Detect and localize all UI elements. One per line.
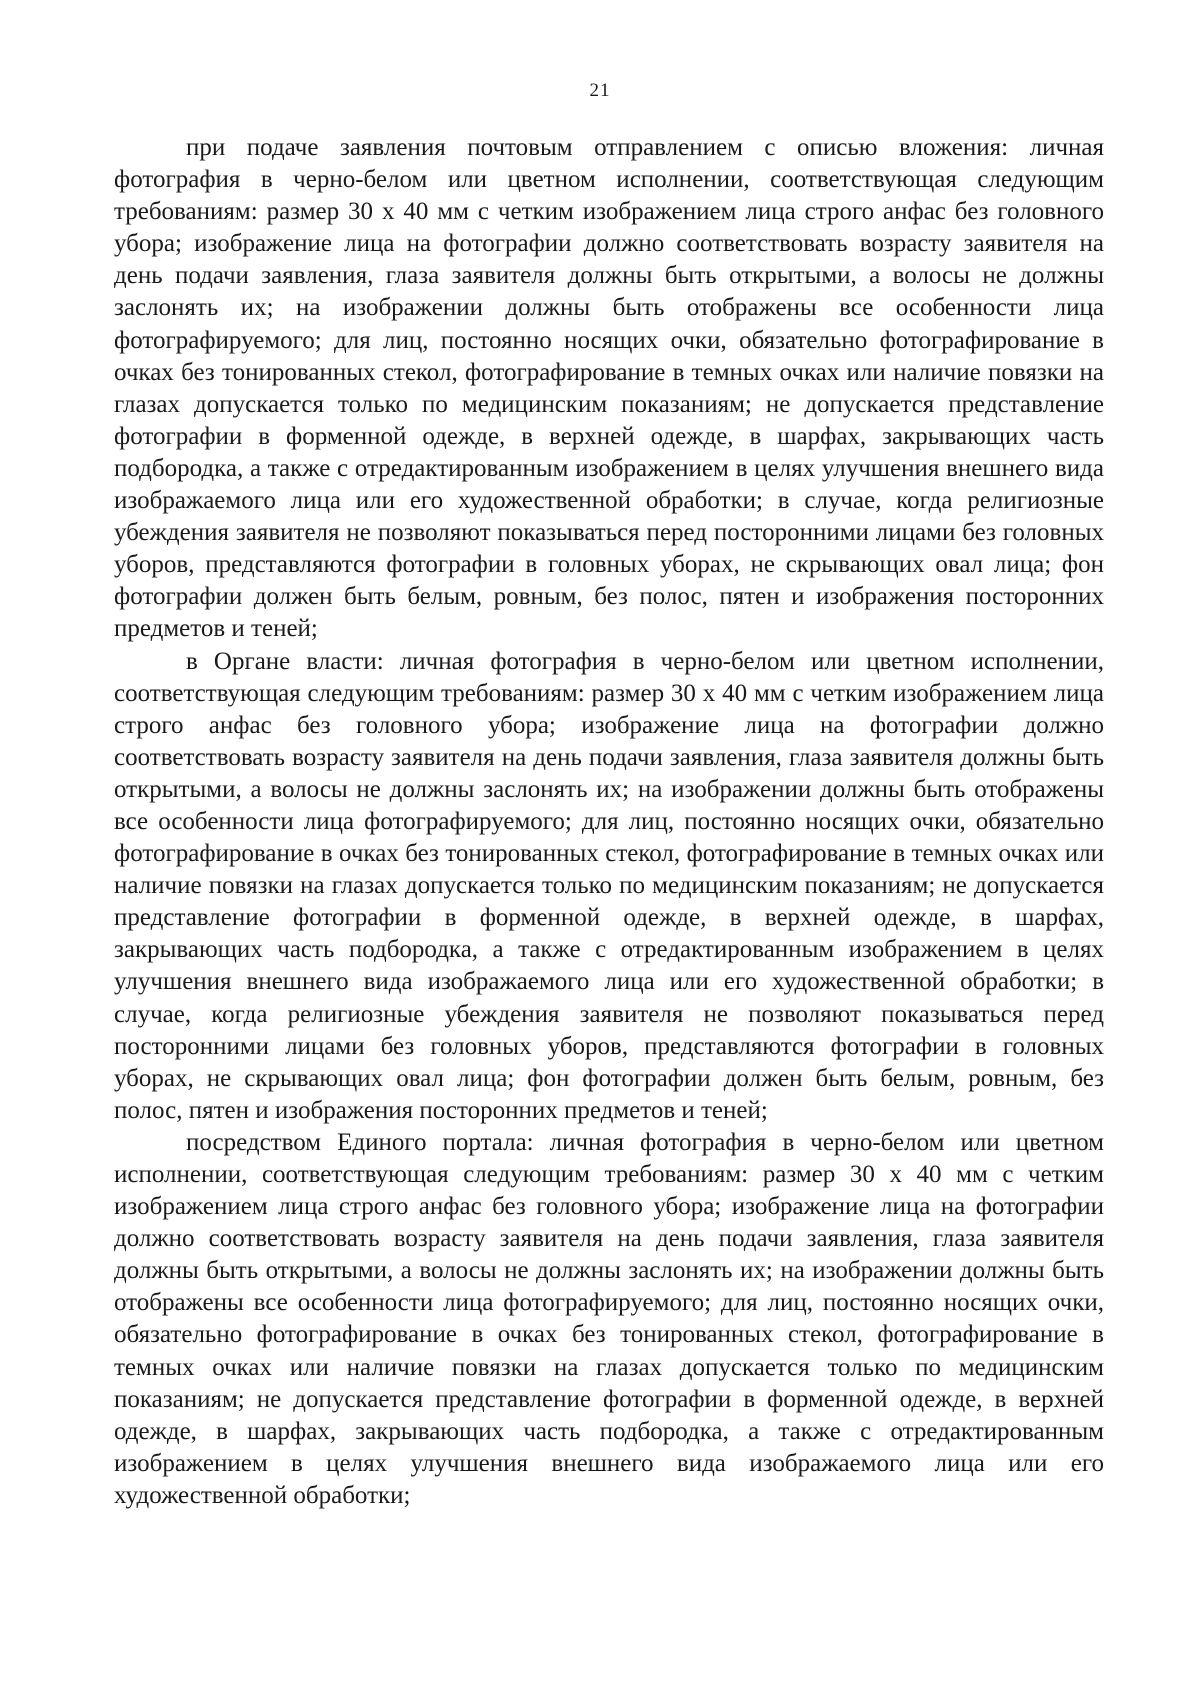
- paragraph-postal-submission: при подаче заявления почтовым отправлением с описью вложения: личная фотография в черно-белом или цветном исполнении, соответствующая следующим требованиям: размер 30 х 40 мм с четким изображением лица строго анфас без головного убора; изображение лица на фотографии должно соответствовать возрасту заявителя на день подачи заявления, глаза заявителя должны быть открытыми, а волосы не должны заслонять их; на изображении должны быть отображены все особенности лица фотографируемого; для лиц, постоянно носящих очки, обязательно фотографирование в очках без тонированных стекол, фотографирование в темных очках или наличие повязки на глазах допускается только по медицинским показаниям; не допускается представление фотографии в форменной одежде, в верхней одежде, в шарфах, закрывающих часть подбородка, а также с отредактированным изображением в целях улучшения внешнего вида изображаемого лица или его художественной обработки; в случае, когда религиозные убеждения заявителя не позволяют показываться перед посторонними лицами без головных уборов, представляются фотографии в головных уборах, не скрывающих овал лица; фон фотографии должен быть белым, ровным, без полос, пятен и изображения посторонних предметов и теней;: [114, 134, 1104, 643]
- paragraph-portal-submission: посредством Единого портала: личная фотография в черно-белом или цветном исполнении, соответствующая следующим требованиям: размер 30 х 40 мм с четким изображением лица строго анфас без головного убора; изображение лица на фотографии должно соответствовать возрасту заявителя на день подачи заявления, глаза заявителя должны быть открытыми, а волосы не должны заслонять их; на изображении должны быть отображены все особенности лица фотографируемого; для лиц, постоянно носящих очки, обязательно фотографирование в очках без тонированных стекол, фотографирование в темных очках или наличие повязки на глазах допускается только по медицинским показаниям; не допускается представление фотографии в форменной одежде, в верхней одежде, в шарфах, закрывающих часть подбородка, а также с отредактированным изображением в целях улучшения внешнего вида изображаемого лица или его художественной обработки;: [114, 1128, 1104, 1509]
- page-number: 21: [589, 80, 611, 101]
- paragraph-authority-submission: в Органе власти: личная фотография в черно-белом или цветном исполнении, соответствующая следующим требованиям: размер 30 х 40 мм с четким изображением лица строго анфас без головного убора; изображение лица на фотографии должно соответствовать возрасту заявителя на день подачи заявления, глаза заявителя должны быть открытыми, а волосы не должны заслонять их; на изображении должны быть отображены все особенности лица фотографируемого; для лиц, постоянно носящих очки, обязательно фотографирование в очках без тонированных стекол, фотографирование в темных очках или наличие повязки на глазах допускается только по медицинским показаниям; не допускается представление фотографии в форменной одежде, в верхней одежде, в шарфах, закрывающих часть подбородка, а также с отредактированным изображением в целях улучшения внешнего вида изображаемого лица или его художественной обработки; в случае, когда религиозные убеждения заявителя не позволяют показываться перед посторонними лицами без головных уборов, представляются фотографии в головных уборах, не скрывающих овал лица; фон фотографии должен быть белым, ровным, без полос, пятен и изображения посторонних предметов и теней;: [114, 647, 1104, 1124]
- document-body: [114, 132, 1104, 1512]
